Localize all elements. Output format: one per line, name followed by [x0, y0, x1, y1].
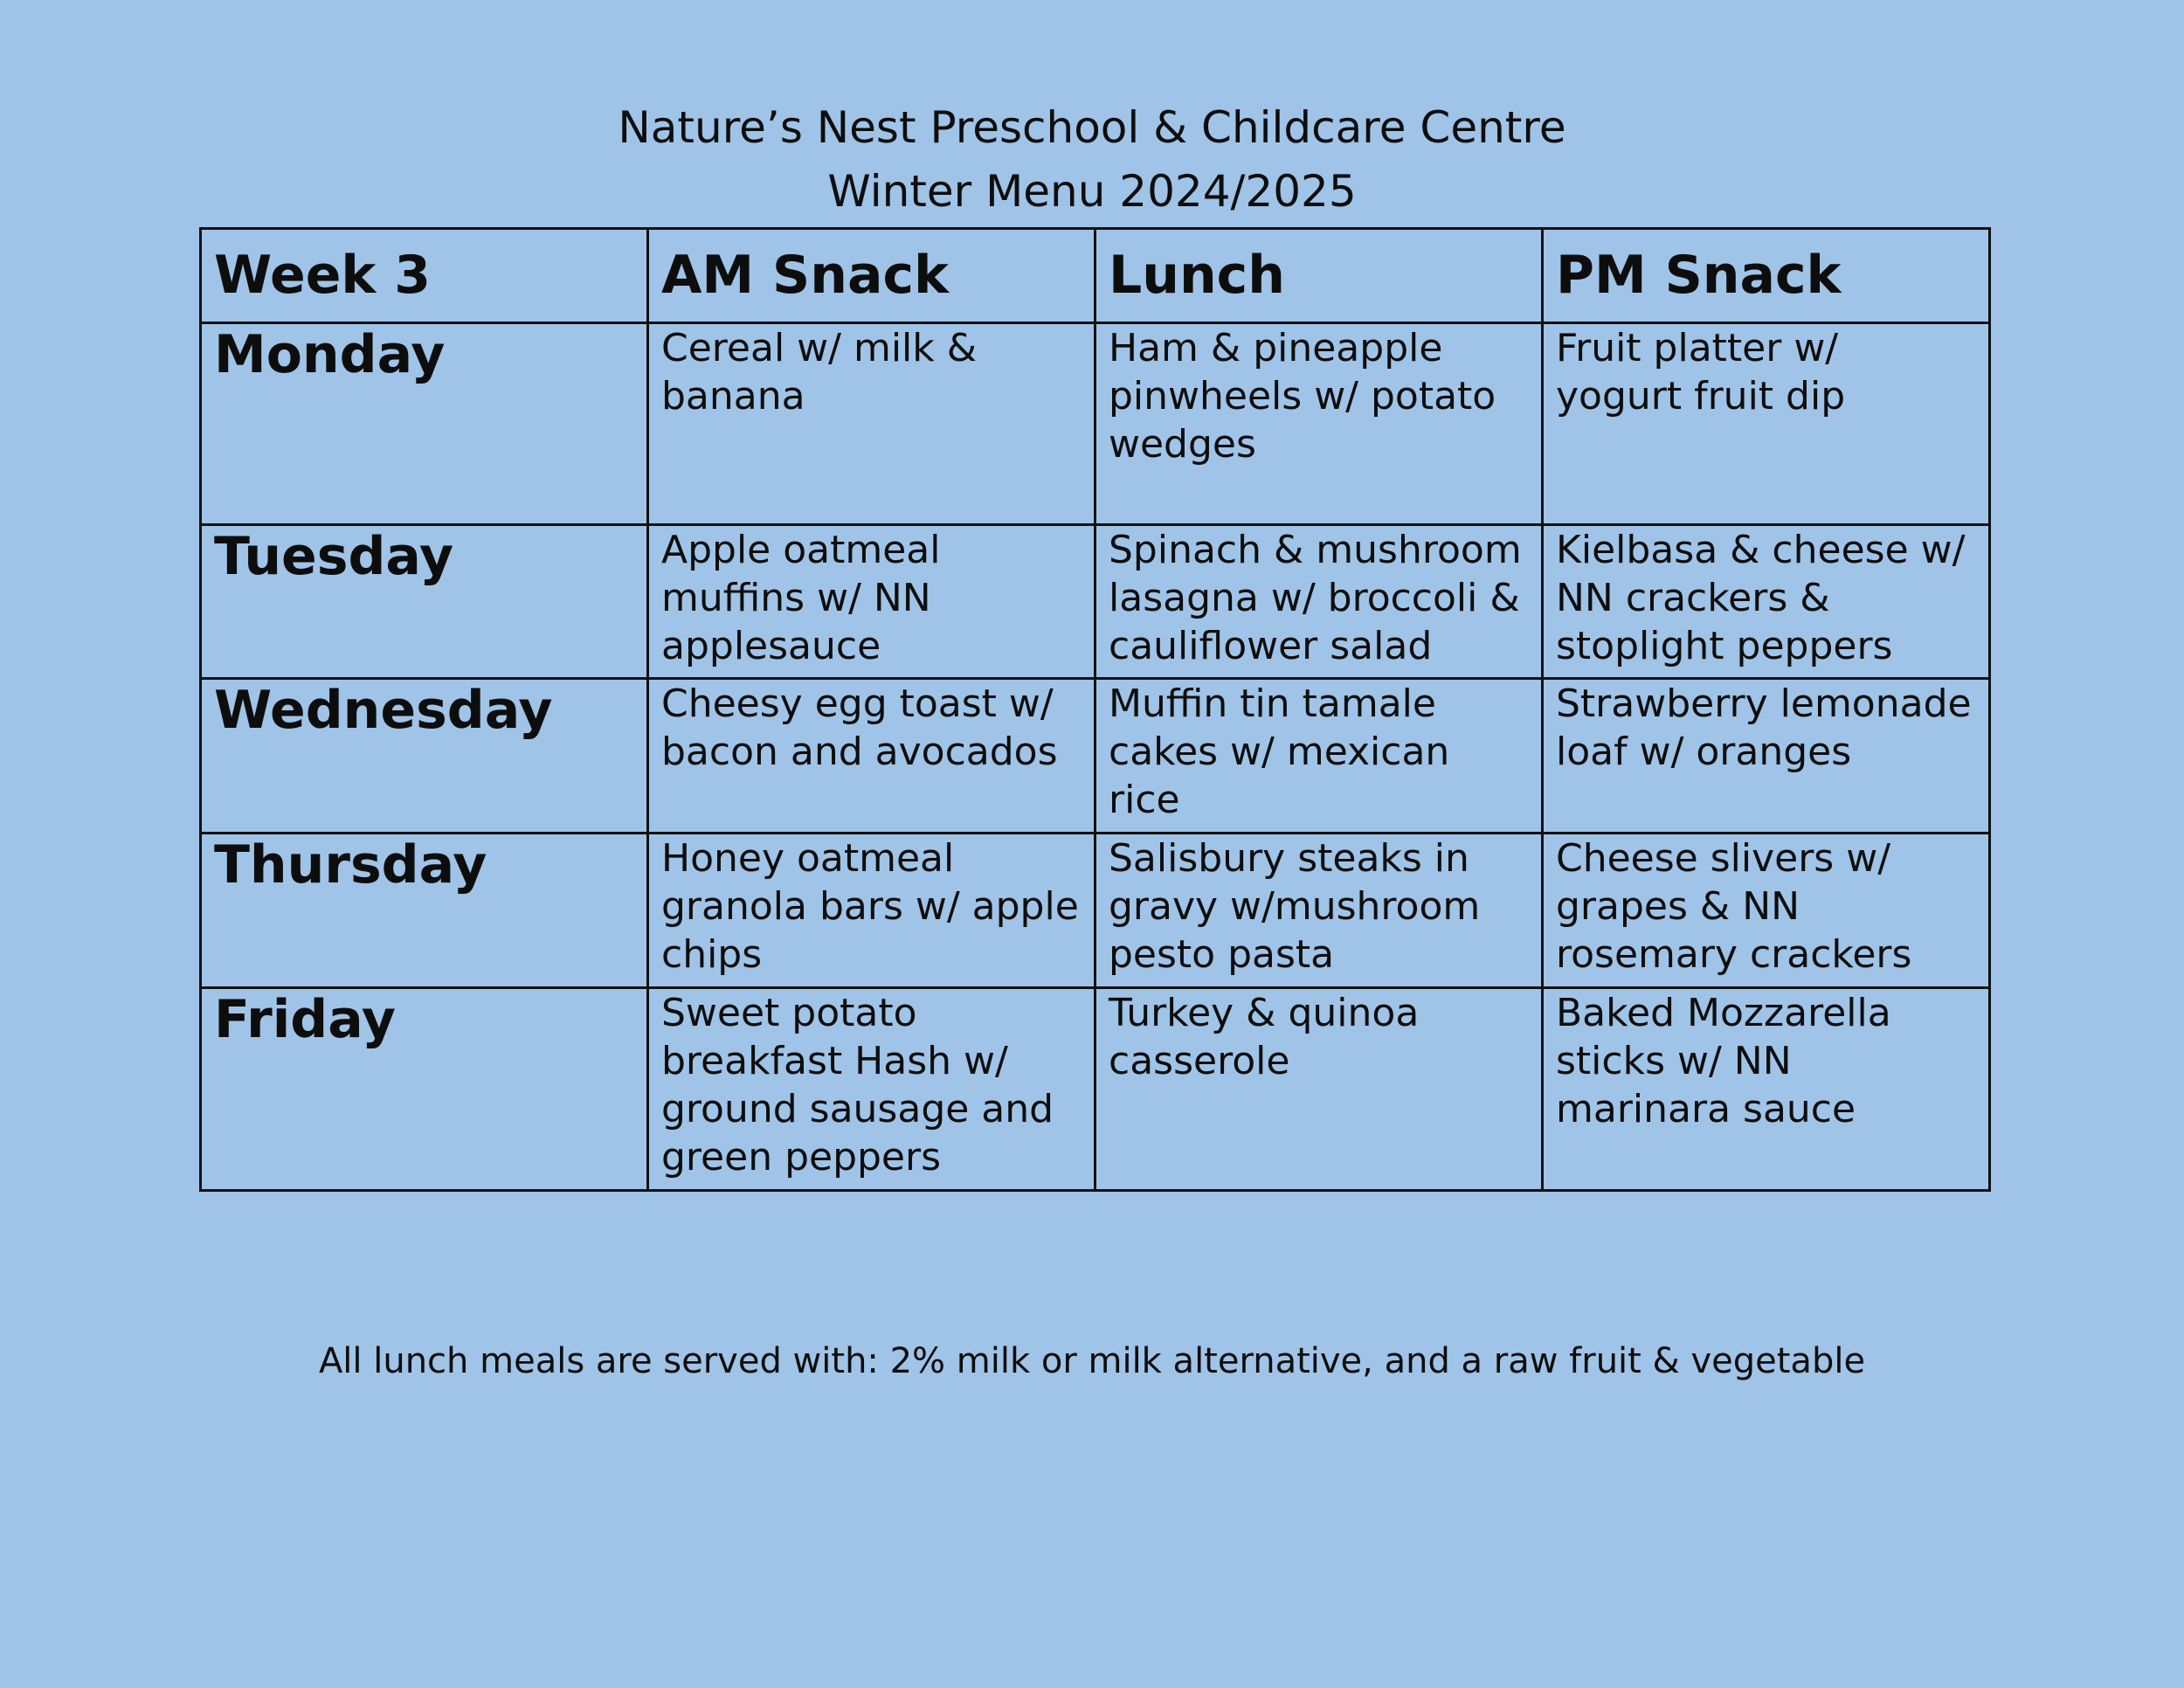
day-cell-monday: Monday	[201, 323, 648, 525]
am-snack-cell-wednesday: Cheesy egg toast w/ bacon and avocados	[648, 679, 1095, 834]
column-header-lunch: Lunch	[1095, 229, 1543, 323]
day-cell-friday: Friday	[201, 988, 648, 1191]
column-header-am-snack: AM Snack	[648, 229, 1095, 323]
pm-snack-cell-thursday: Cheese slivers w/ grapes & NN rosemary crackers	[1543, 834, 1990, 988]
am-snack-cell-friday: Sweet potato breakfast Hash w/ ground sausage and green peppers	[648, 988, 1095, 1191]
pm-snack-cell-tuesday: Kielbasa & cheese w/ NN crackers & stoplight peppers	[1543, 525, 1990, 679]
table-header-row	[201, 229, 1990, 323]
pm-snack-cell-monday: Fruit platter w/ yogurt fruit dip	[1543, 323, 1990, 525]
am-snack-cell-monday: Cereal w/ milk & banana	[648, 323, 1095, 525]
lunch-cell-friday: Turkey & quinoa casserole	[1095, 988, 1543, 1191]
day-cell-tuesday: Tuesday	[201, 525, 648, 679]
pm-snack-cell-wednesday: Strawberry lemonade loaf w/ oranges	[1543, 679, 1990, 834]
lunch-cell-wednesday: Muffin tin tamale cakes w/ mexican rice	[1095, 679, 1543, 834]
page-title: Nature’s Nest Preschool & Childcare Centre	[618, 102, 1566, 153]
table-row-tuesday	[201, 525, 1990, 679]
column-header-week: Week 3	[201, 229, 648, 323]
table-row-monday	[201, 323, 1990, 525]
day-cell-wednesday: Wednesday	[201, 679, 648, 834]
lunch-cell-tuesday: Spinach & mushroom lasagna w/ broccoli & cauliflower salad	[1095, 525, 1543, 679]
column-header-pm-snack: PM Snack	[1543, 229, 1990, 323]
page-subtitle: Winter Menu 2024/2025	[827, 166, 1357, 217]
am-snack-cell-tuesday: Apple oatmeal muffins w/ NN applesauce	[648, 525, 1095, 679]
table-row-wednesday	[201, 679, 1990, 834]
day-cell-thursday: Thursday	[201, 834, 648, 988]
lunch-cell-monday: Ham & pineapple pinwheels w/ potato wedges	[1095, 323, 1543, 525]
pm-snack-cell-friday: Baked Mozzarella sticks w/ NN marinara sauce	[1543, 988, 1990, 1191]
lunch-cell-thursday: Salisbury steaks in gravy w/mushroom pesto pasta	[1095, 834, 1543, 988]
am-snack-cell-thursday: Honey oatmeal granola bars w/ apple chips	[648, 834, 1095, 988]
footer-note: All lunch meals are served with: 2% milk or milk alternative, and a raw fruit & vegetable	[318, 1341, 1866, 1381]
menu-table	[199, 227, 1991, 1192]
table-row-thursday	[201, 834, 1990, 988]
table-row-friday	[201, 988, 1990, 1191]
